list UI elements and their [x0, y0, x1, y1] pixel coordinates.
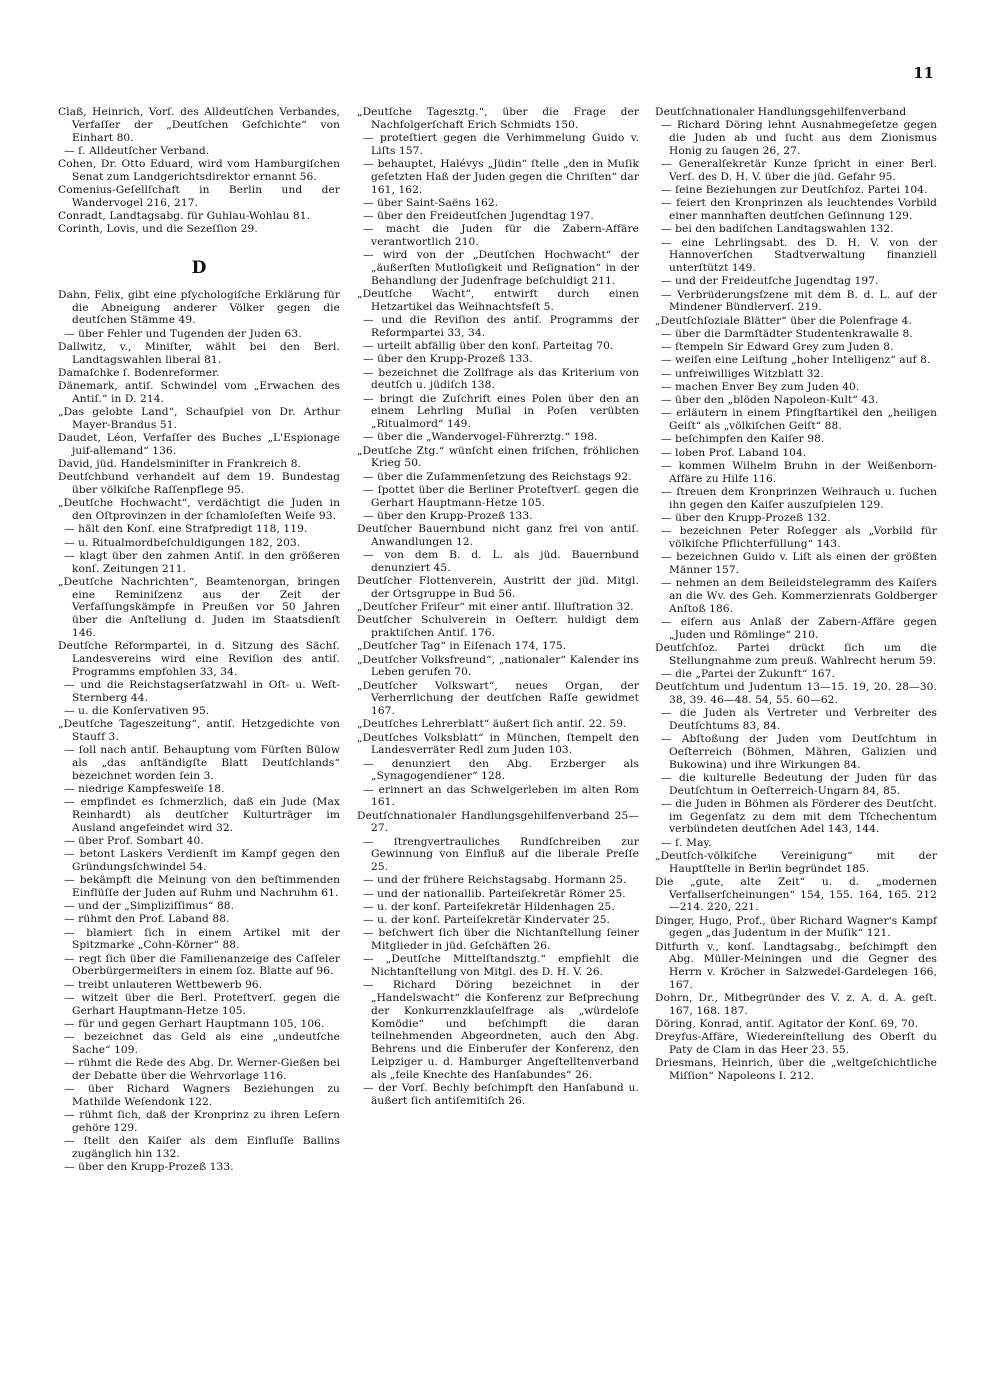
index-entry: Die „gute, alte Zeit“ u. d. „modernen Verfallserſcheinungen“ 154, 155. 164, 165. 212—214. 220, 221. [655, 875, 937, 914]
index-entry: „Deutſcher Tag“ in Eiſenach 174, 175. [357, 640, 567, 653]
index-subentry: — ſ. Alldeutſcher Verband. [64, 144, 210, 157]
index-subentry: — ſtrengvertrauliches Rundſchreiben zur Gewinnung von Einfluß auf die liberale Preſſe 25. [363, 835, 639, 873]
index-entry: Comenius-Geſellſchaft in Berlin und der Wandervogel 216, 217. [58, 184, 340, 209]
index-entry: Driesmans, Heinrich, über die „weltgeſchichtliche Miſſion“ Napoleons I. 212. [655, 1057, 937, 1082]
index-subentry: — blamiert ſich in einem Artikel mit der Spitzmarke „Cohn-Körner“ 88. [64, 926, 340, 952]
index-entry: Deutſche Reformpartei, in d. Sitzung des Sächſ. Landesvereins wird eine Reviſion des antiſ. Programms empfohlen 33, 34. [58, 640, 340, 678]
index-subentry: — Abſtoßung der Juden vom Deutſchtum in Oeſterreich (Böhmen, Mähren, Galizien und Bukowina) und ihre Wirkungen 84. [661, 733, 937, 771]
index-subentry: — die Juden als Vertreter und Verbreiter des Deutſchtums 83, 84. [661, 707, 937, 732]
index-subentry: — betont Laskers Verdienſt im Kampf gegen den Gründungsſchwindel 54. [64, 848, 340, 873]
index-entry: Deutſcher Schulverein in Oeſterr. huldigt dem praktiſchen Antiſ. 176. [357, 614, 639, 639]
index-subentry: — und die Reviſion des antiſ. Programms der Reformpartei 33, 34. [363, 314, 639, 339]
index-entry: Deutſcher Bauernbund nicht ganz frei von antiſ. Anwandlungen 12. [357, 523, 639, 548]
section-letter: D [191, 258, 207, 278]
index-subentry: — über die Zuſammenſetzung des Reichstags 92. [363, 470, 632, 483]
index-subentry: — witzelt über die Berl. Proteſtverſ. gegen die Gerhart Hauptmann-Hetze 105. [64, 991, 340, 1017]
index-subentry: — für und gegen Gerhart Hauptmann 105, 106. [64, 1017, 325, 1030]
index-entry: Deutſcher Flottenverein, Austritt der jüd. Mitgl. der Ortsgruppe in Bud 56. [357, 575, 639, 600]
index-subentry: — regt ſich über die Familienanzeige des Caſſeler Oberbürgermeiſters in einem ſoz. Blatte auf 96. [64, 952, 340, 978]
index-subentry: — über Prof. Sombart 40. [64, 834, 204, 847]
index-subentry: — ſpottet über die Berliner Proteſtverſ. gegen die Gerhart Hauptmann-Hetze 105. [363, 483, 639, 509]
index-subentry: — bezeichnet das Geld als eine „undeutſche Sache“ 109. [64, 1031, 340, 1056]
index-subentry: — und der nationallib. Parteiſekretär Römer 25. [363, 887, 626, 900]
index-subentry: — treibt unlauteren Wettbewerb 96. [64, 978, 263, 991]
index-subentry: — und der „Simpliziſſimus“ 88. [64, 900, 235, 912]
index-subentry: — empfindet es ſchmerzlich, daß ein Jude (Max Reinhardt) als deutſcher Kulturträger im Ausland angefeindet wird 32. [64, 796, 340, 834]
index-entry: Conradt, Landtagsabg. für Guhlau-Wohlau 81. [58, 210, 311, 222]
index-subentry: — macht die Juden für die Zabern-Affäre verantwortlich 210. [363, 223, 639, 248]
index-subentry: — u. Ritualmordbeſchuldigungen 182, 203. [64, 536, 301, 549]
index-subentry: — über den Krupp-Prozeß 133. [64, 1161, 234, 1173]
index-entry: „Deutſche Hochwacht“, verdächtigt die Juden in den Oſtprovinzen in der ſchamloſeſten Weiſe 93. [58, 497, 340, 522]
index-subentry: — proteſtiert gegen die Verhimmelung Guido v. Liſts 157. [363, 132, 639, 157]
index-subentry: — denunziert den Abg. Erzberger als „Synagogendiener“ 128. [363, 757, 639, 783]
index-subentry: — ſtellt den Kaiſer als dem Einfluſſe Ballins zugänglich hin 132. [64, 1135, 340, 1160]
index-subentry: — über die Darmſtädter Studentenkrawalle 8. [661, 327, 913, 340]
index-entry: Dänemark, antiſ. Schwindel vom „Erwachen des Antiſ.“ in D. 214. [58, 380, 340, 405]
index-subentry: — über den „blöden Napoleon-Kult“ 43. [661, 394, 879, 406]
index-entry: „Deutſchſoziale Blätter“ über die Polenfrage 4. [655, 314, 912, 327]
index-entry: „Deutſche Nachrichten“, Beamtenorgan, bringen eine Reminiſzenz aus der Zeit der Verfaſſungskämpfe in Preußen vor 50 Jahren über die Anſtellung d. Juden im Staatsdienſt 146. [58, 575, 340, 639]
index-subentry: — kommen Wilhelm Bruhn in der Weißenborn-Affäre zu Hilfe 116. [661, 459, 937, 485]
index-subentry: — und der Freideutſche Jugendtag 197. [661, 275, 879, 288]
index-subentry: — ſoll nach antiſ. Behauptung vom Fürſten Bülow als „das anſtändigſte Blatt Deutſchlands“ bezeichnet worden ſein 3. [64, 744, 340, 782]
index-entry: „Deutſches Volksblatt“ in München, ſtempelt den Landesverräter Redl zum Juden 103. [357, 731, 639, 757]
index-subentry: — die Juden in Böhmen als Förderer des Deutſcht. im Gegenſatz zu dem mit dem Tſchechentum verbündeten deutſchen Adel 143, 144. [661, 797, 937, 836]
index-subentry: — eifern aus Anlaß der Zabern-Affäre gegen „Juden und Römlinge“ 210. [661, 615, 937, 641]
index-subentry: — ſtempeln Sir Edward Grey zum Juden 8. [661, 341, 894, 353]
index-subentry: — rühmt die Rede des Abg. Dr. Werner-Gießen bei der Debatte über die Wehrvorlage 116. [64, 1057, 340, 1082]
index-subentry: — „Deutſche Mittelſtandsztg.“ empfiehlt die Nichtanſtellung von Mitgl. des D. H. V. 26. [363, 953, 639, 978]
index-entry: Deutſchbund verhandelt auf dem 19. Bundestag über völkiſche Raſſenpflege 95. [58, 471, 340, 496]
index-column-3 [655, 106, 937, 1083]
index-subentry: — hält den Konſ. eine Strafpredigt 118, 119. [64, 523, 308, 536]
index-entry: „Deutſches Lehrerblatt“ äußert ſich antiſ. 22. 59. [357, 718, 627, 731]
index-subentry: — ſtreuen dem Kronprinzen Weihrauch u. ſuchen ihn gegen den Kaiſer auszuſpielen 129. [661, 485, 937, 511]
index-entry: Dohrn, Dr., Mitbegründer des V. z. A. d. A. geſt. 167, 168. 187. [655, 992, 937, 1017]
index-subentry: — über den Krupp-Prozeß 133. [363, 353, 533, 366]
index-subentry: — über den Krupp-Prozeß 132. [661, 511, 831, 524]
index-subentry: — Verbrüderungsſzene mit dem B. d. L. auf der Mindener Bündlerverſ. 219. [661, 288, 937, 314]
index-subentry: — bezeichnen Guido v. Liſt als einen der größten Männer 157. [661, 551, 937, 576]
index-subentry: — der Vorſ. Bechly beſchimpft den Hanſabund u. äußert ſich antiſemitiſch 26. [363, 1081, 639, 1107]
index-entry: Corinth, Lovis, und die Sezeſſion 29. [58, 223, 258, 236]
index-subentry: — erinnert an das Schwelgerleben im alten Rom 161. [363, 783, 639, 809]
index-subentry: — erläutern in einem Pfingſtartikel den „heiligen Geiſt“ als „völkiſchen Geiſt“ 88. [661, 407, 937, 432]
index-subentry: — machen Enver Bey zum Juden 40. [661, 380, 860, 393]
index-subentry: — die „Partei der Zukunft“ 167. [661, 667, 835, 680]
index-column-2 [357, 106, 639, 1108]
index-subentry: — Generalſekretär Kunze ſpricht in einer Berl. Verſ. des D. H. V. über die jüd. Gefahr 95. [661, 158, 937, 183]
index-entry: „Deutſche Tageszeitung“, antiſ. Hetzgedichte von Stauff 3. [58, 718, 340, 743]
index-subentry: — Richard Döring lehnt Ausnahmegeſetze gegen die Juden ab und ſucht aus dem Zionismus Honig zu ſaugen 26, 27. [661, 119, 937, 157]
index-subentry: — klagt über den zahmen Antiſ. in den größeren konſ. Zeitungen 211. [64, 549, 340, 575]
index-subentry: — ſ. May. [661, 836, 712, 849]
index-entry: „Deutſcher Volkswart“, neues Organ, der Verherrlichung der deutſchen Raſſe gewidmet 167. [357, 679, 639, 717]
index-entry: „Deutſche Wacht“, entwirft durch einen Hetzartikel das Weihnachtsfeſt 5. [357, 288, 639, 313]
index-subentry: — über Fehler und Tugenden der Juden 63. [64, 327, 302, 340]
index-subentry: — feiert den Kronprinzen als leuchtendes Vorbild einer mannhaften deutſchen Geſinnung 129. [661, 197, 937, 222]
index-entry: „Deutſcher Volksfreund“, „nationaler“ Kalender ins Leben gerufen 70. [357, 653, 639, 679]
index-entry: „Das gelobte Land“, Schauſpiel von Dr. Arthur Mayer-Brandus 51. [58, 406, 340, 431]
index-subentry: — über Richard Wagners Beziehungen zu Mathilde Weſendonk 122. [64, 1083, 340, 1108]
index-subentry: — beſchwert ſich über die Nichtanſtellung ſeiner Mitglieder in jüd. Geſchäften 26. [363, 927, 639, 952]
index-subentry: — bekämpft die Meinung von den beſtimmenden Einflüſſe der Juden auf Ruhm und Nachruhm 61. [64, 874, 340, 899]
index-entry: Döring, Konrad, antiſ. Agitator der Konſ. 69, 70. [655, 1018, 919, 1030]
index-entry: „Deutſch-völkiſche Vereinigung“ mit der Hauptſtelle in Berlin begründet 185. [655, 849, 937, 875]
index-subentry: — unfreiwilliges Witzblatt 32. [661, 367, 824, 380]
index-entry: Deutſchnationaler Handlungsgehilfenverband [655, 106, 907, 118]
index-subentry: — rühmt ſich, daß der Kronprinz zu ihren Leſern gehöre 129. [64, 1109, 340, 1134]
index-subentry: — bezeichnet die Zollfrage als das Kriterium von deutſch u. jüdiſch 138. [363, 366, 639, 392]
index-entry: Dinger, Hugo, Prof., über Richard Wagner's Kampf gegen „das Judentum in der Muſik“ 121. [655, 914, 937, 940]
index-entry: Daudet, Léon, Verfaſſer des Buches „L'Espionage juif-allemand“ 136. [58, 432, 340, 457]
index-subentry: — bei den badiſchen Landtagswahlen 132. [661, 223, 894, 236]
index-entry: „Deutſcher Friſeur“ mit einer antiſ. Illuſtration 32. [357, 601, 634, 613]
index-subentry: — weiſen eine Leiſtung „hoher Intelligenz“ auf 8. [661, 354, 931, 367]
index-entry: „Deutſche Ztg.“ wünſcht einen friſchen, fröhlichen Krieg 50. [357, 444, 639, 470]
index-subentry: — Richard Döring bezeichnet in der „Handelswacht“ die Konferenz zur Beſprechung der Konkurrenzklauſelfrage als „würdeloſe Komödie“ und beſchimpft die daran teilnehmenden Abgeordneten, auch den Abg. Behrens und die Einberufer der Konferenz, den Leipziger u. d. Hamburger Angeſtelltenverband als „feile Knechte des Hanſabundes“ 26. [363, 979, 639, 1081]
index-subentry: — niedrige Kampfesweiſe 18. [64, 782, 225, 795]
index-column-1 [58, 106, 340, 1174]
index-entry: Cohen, Dr. Otto Eduard, wird vom Hamburgiſchen Senat zum Landgerichtsdirektor ernannt 56. [58, 158, 340, 183]
index-subentry: — über den Krupp-Prozeß 133. [363, 509, 533, 522]
index-entry: Deutſchnationaler Handlungsgehilfenverband 25—27. [357, 809, 639, 835]
index-subentry: — eine Lehrlingsabt. des D. H. V. von der Hannoverſchen Stadtverwaltung finanziell unterſtützt 149. [661, 236, 937, 274]
index-entry: Dahn, Felix, gibt eine pſychologiſche Erklärung für die Abneigung anderer Völker gegen die deutſchen Stämme 49. [58, 288, 340, 327]
page-number: 11 [913, 64, 934, 82]
index-entry: Ditfurth v., konſ. Landtagsabg., beſchimpft den Abg. Müller-Meiningen und die Gegner des Herrn v. Kröcher in Salzwedel-Gardelegen 166, 167. [655, 940, 937, 991]
index-subentry: — u. der konſ. Parteiſekretär Hildenhagen 25. [363, 900, 615, 913]
index-entry: Dallwitz, v., Miniſter, wählt bei den Berl. Landtagswahlen liberal 81. [58, 340, 340, 366]
index-subentry: — behauptet, Halévys „Jüdin“ ſtelle „den in Muſik geſetzten Haß der Juden gegen die Chriſten“ dar 161, 162. [363, 158, 639, 196]
index-subentry: — über die „Wandervogel-Führerztg.“ 198. [363, 431, 598, 444]
index-subentry: — u. der konſ. Parteiſekretär Kindervater 25. [363, 914, 611, 926]
index-subentry: — die kulturelle Bedeutung der Juden für das Deutſchtum in Oeſterreich-Ungarn 84, 85. [661, 771, 937, 797]
index-subentry: — ſeine Beziehungen zur Deutſchſoz. Partei 104. [661, 184, 928, 196]
index-subentry: — und der frühere Reichstagsabg. Hormann 25. [363, 874, 627, 887]
index-subentry: — über den Freideutſchen Jugendtag 197. [363, 210, 594, 222]
index-subentry: — beſchimpfen den Kaiſer 98. [661, 433, 825, 446]
index-entry: Deutſchtum und Judentum 13—15. 19, 20. 28—30. 38, 39. 46—48. 54, 55. 60—62. [655, 681, 937, 706]
index-subentry: — wird von der „Deutſchen Hochwacht“ der „äußerſten Mutloſigkeit und Reſignation“ in der Behandlung der Judenfrage beſchuldigt 211. [363, 249, 639, 287]
index-subentry: — von dem B. d. L. als jüd. Bauernbund denunziert 45. [363, 549, 639, 574]
index-subentry: — über Saint-Saëns 162. [363, 196, 499, 209]
index-entry: Dreyfus-Affäre, Wiedereinſtellung des Oberſt du Paty de Clam in das Heer 23. 55. [655, 1031, 937, 1056]
index-entry: Damaſchke ſ. Bodenreformer. [58, 366, 220, 379]
index-subentry: — loben Prof. Laband 104. [661, 446, 807, 459]
index-subentry: — rühmt den Prof. Laband 88. [64, 913, 230, 926]
index-subentry: — nehmen an dem Beileidstelegramm des Kaiſers an die Wv. des Geh. Kommerzienrats Goldberger Anſtoß 186. [661, 577, 937, 615]
index-entry: „Deutſche Tagesztg.“, über die Frage der Nachfolgerſchaft Erich Schmidts 150. [357, 106, 639, 131]
index-entry: Deutſchſoz. Partei drückt ſich um die Stellungnahme zum preuß. Wahlrecht herum 59. [655, 641, 937, 667]
index-entry: Claß, Heinrich, Vorſ. des Alldeutſchen Verbandes, Verfaſſer der „Deutſchen Geſchichte“ von Einhart 80. [58, 106, 340, 144]
index-subentry: — u. die Konſervativen 95. [64, 704, 210, 717]
index-subentry: — und die Reichstagserſatzwahl in Oſt- u. Weſt-Sternberg 44. [64, 678, 340, 704]
index-subentry: — bezeichnen Peter Roſegger als „Vorbild für völkiſche Pflichterfüllung“ 143. [661, 525, 937, 550]
index-entry: David, jüd. Handelsminiſter in Frankreich 8. [58, 458, 302, 470]
index-subentry: — bringt die Zuſchrift eines Polen über den an einem Lehrling Muſial in Poſen verübten „Ritualmord“ 149. [363, 392, 639, 430]
index-subentry: — urteilt abfällig über den konſ. Parteitag 70. [363, 340, 614, 352]
